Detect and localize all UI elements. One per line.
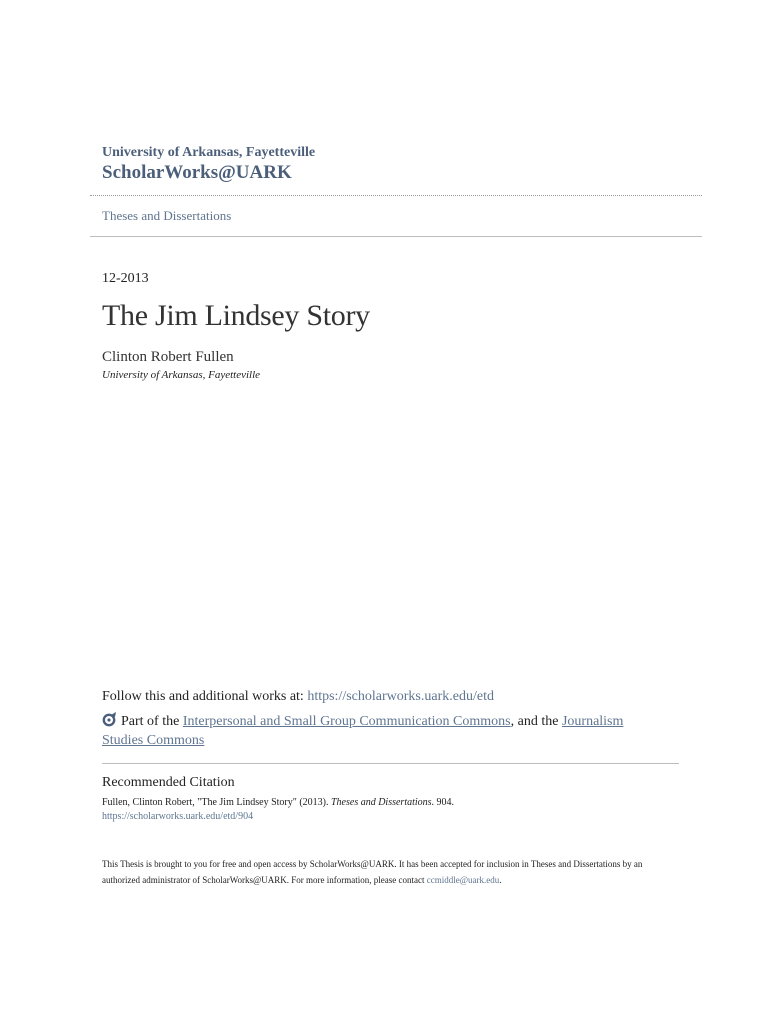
part-of-prefix: Part of the [121,714,183,729]
part-of-middle: , and the [510,714,562,729]
notice-end: . [499,875,502,885]
follow-line [102,689,494,705]
citation-url-link[interactable]: https://scholarworks.uark.edu/etd/904 [102,811,254,822]
citation-heading: Recommended Citation [102,775,235,790]
institution-name: University of Arkansas, Fayetteville [102,145,316,160]
interpersonal-commons-link[interactable]: Interpersonal and Small Group Communication Commons [182,714,511,729]
notice-text: This Thesis is brought to you for free and open access by ScholarWorks@UARK. It has been accepted for inclusion in Theses and Dissertations by an authorized administrator of ScholarWorks@UARK. For more information, please contact [102,859,643,885]
collection-link[interactable]: Theses and Dissertations [102,208,232,223]
citation-series: Theses and Dissertations [330,797,432,808]
author-name: Clinton Robert Fullen [102,349,234,365]
follow-url-link[interactable]: https://scholarworks.uark.edu/etd [307,689,494,704]
contact-email-link[interactable]: ccmiddle@uark.edu [426,875,500,885]
dotted-divider [90,195,702,196]
page-title: The Jim Lindsey Story [102,299,370,332]
open-access-icon [102,711,118,727]
header-divider [90,236,702,237]
citation-text: Fullen, Clinton Robert, "The Jim Lindsey Story" (2013). [102,797,331,808]
part-of-line [102,711,647,750]
follow-label: Follow this and additional works at: [102,689,308,704]
citation-suffix: . 904. [431,797,455,808]
repository-name[interactable]: ScholarWorks@UARK [102,162,292,183]
publication-date: 12-2013 [102,271,149,286]
author-affiliation: University of Arkansas, Fayetteville [102,369,261,381]
access-notice [102,856,672,888]
journalism-commons-link[interactable]: Journalism Studies Commons [102,714,624,748]
citation-divider [102,763,679,764]
citation-body [102,796,454,824]
